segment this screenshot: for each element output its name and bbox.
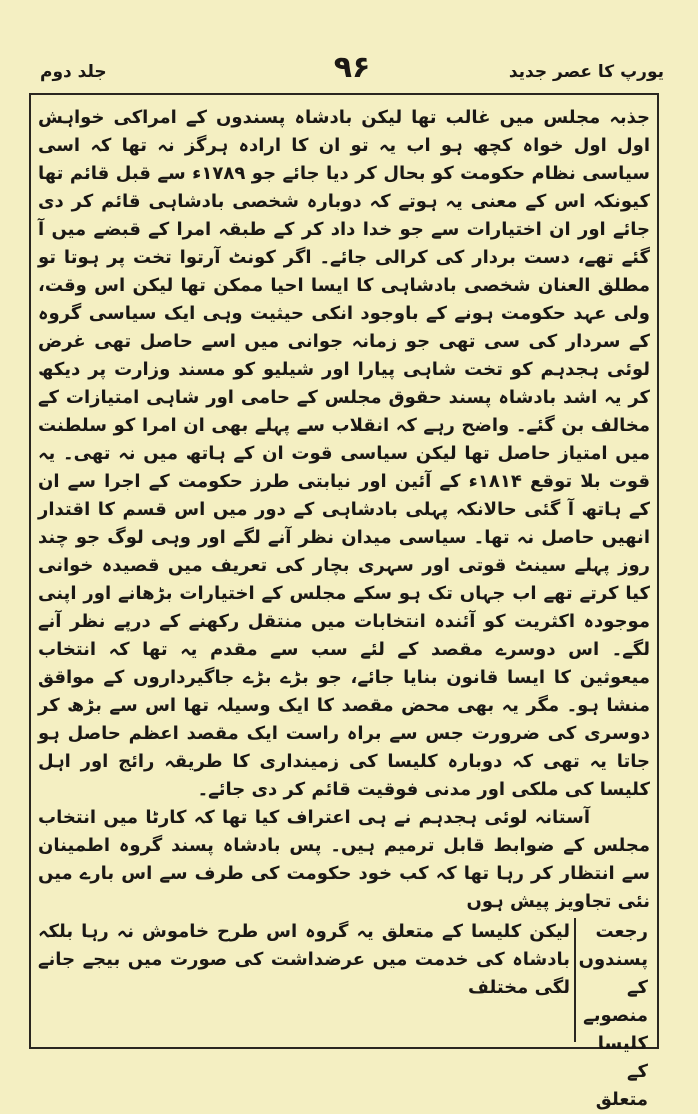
side-heading: رجعت پسندوں کے منصوبے کلیسا کے متعلق <box>578 921 648 1110</box>
split-section <box>38 918 650 1110</box>
book-title: یورپ کا عصر جدید <box>508 62 664 82</box>
paragraph-1: جذبہ مجلس میں غالب تھا لیکن بادشاہ پسندوں کے امراکی خواہش اول اول خواہ کچھ ہو اب یہ تو ان کا ارادہ ہرگز نہ تھا کہ اسی سیاسی نظام حکومت کو بحال کر دیا جائے جو ۱۷۸۹ء سے قبل قائم تھا کیونکہ اس کے معنی یہ ہوتے کہ دوبارہ شخصی بادشاہی قائم کر دی جائے اور ان اختیارات سے جو خدا داد کر کے طبقہ امرا کے قبضے میں آ گئے تھے، دست بردار کی کرالی جائے۔ اگر کونٹ آرتوا تخت پر ہوتا تو مطلق العنان شخصی بادشاہی کا ایسا احیا ممکن تھا لیکن اس وقت، ولی عہد حکومت ہونے کے باوجود انکی حیثیت وہی ایک سیاسی گروہ کے سردار کی سی تھی جو زمانہ جوانی میں اسے حاصل تھی غرض لوئی ہجدہم کو تخت شاہی پیارا اور شیلیو کو مسند وزارت پر دیکھ کر یہ اشد بادشاہ پسند حقوق مجلس کے حامی اور شاہی امتیازات کے مخالف بن گئے۔ واضح رہے کہ انقلاب سے پہلے بھی ان امرا کو سلطنت میں امتیاز حاصل تھا لیکن سیاسی قوت ان کے ہاتھ میں نہ تھی۔ یہ قوت بلا توقع ۱۸۱۴ء کے آئین اور نیابتی طرز حکومت کے اجرا سے ان کے ہاتھ آ گئی حالانکہ پہلی بادشاہی کے دور میں اس قسم کا اقتدار انھیں حاصل نہ تھا۔ سیاسی میدان نظر آنے لگے اور وہی لوگ جو چند روز پہلے سینٹ قوتی اور سہری بچار کی تعریف میں قصیدہ خوانی کیا کرتے تھے اب جہاں تک ہو سکے مجلس کے اختیارات بڑھانے اور اپنی موجودہ اکثریت کو آئندہ انتخابات میں منتقل رکھنے کے درپے نظر آنے لگے۔ اس دوسرے مقصد کے لئے سب سے مقدم یہ تھا کہ انتخاب میعوثین کا ایسا قانون بنایا جائے، جو بڑے بڑے جاگیرداروں کے مواقق منشا ہو۔ مگر یہ بھی محض مقصد کا ایک وسیلہ تھا اس سے بڑھ کر دوسری کی ضرورت جس سے براہ راست ایک مقصد اعظم حاصل ہو جاتا یہ تھی کہ دوبارہ کلیسا کی زمینداری کا طریقہ رائج اور اہل کلیسا کی ملکی اور مدنی فوقیت قائم کر دی جائے۔ <box>38 107 650 800</box>
running-head <box>40 50 664 90</box>
page-number: ۹۶ <box>333 50 371 85</box>
main-text <box>38 104 650 916</box>
column-divider <box>574 918 576 1042</box>
split-text: لیکن کلیسا کے متعلق یہ گروہ اس طرح خاموش نہ رہا بلکہ بادشاہ کی خدمت میں عرضداشت کی صورت میں بیجے جانے لگی مختلف <box>38 921 570 998</box>
volume-label: جلد دوم <box>40 62 107 82</box>
paragraph-2: آستانہ لوئی ہجدہم نے ہی اعتراف کیا تھا کہ کارٹا میں انتخاب مجلس کے ضوابط قابل ترمیم ہیں۔ پس بادشاہ پسند گروہ اطمینان سے انتظار کر رہا تھا کہ کب خود حکومت کی طرف سے اس بارے میں نئی تجاویز پیش ہوں <box>38 807 650 912</box>
